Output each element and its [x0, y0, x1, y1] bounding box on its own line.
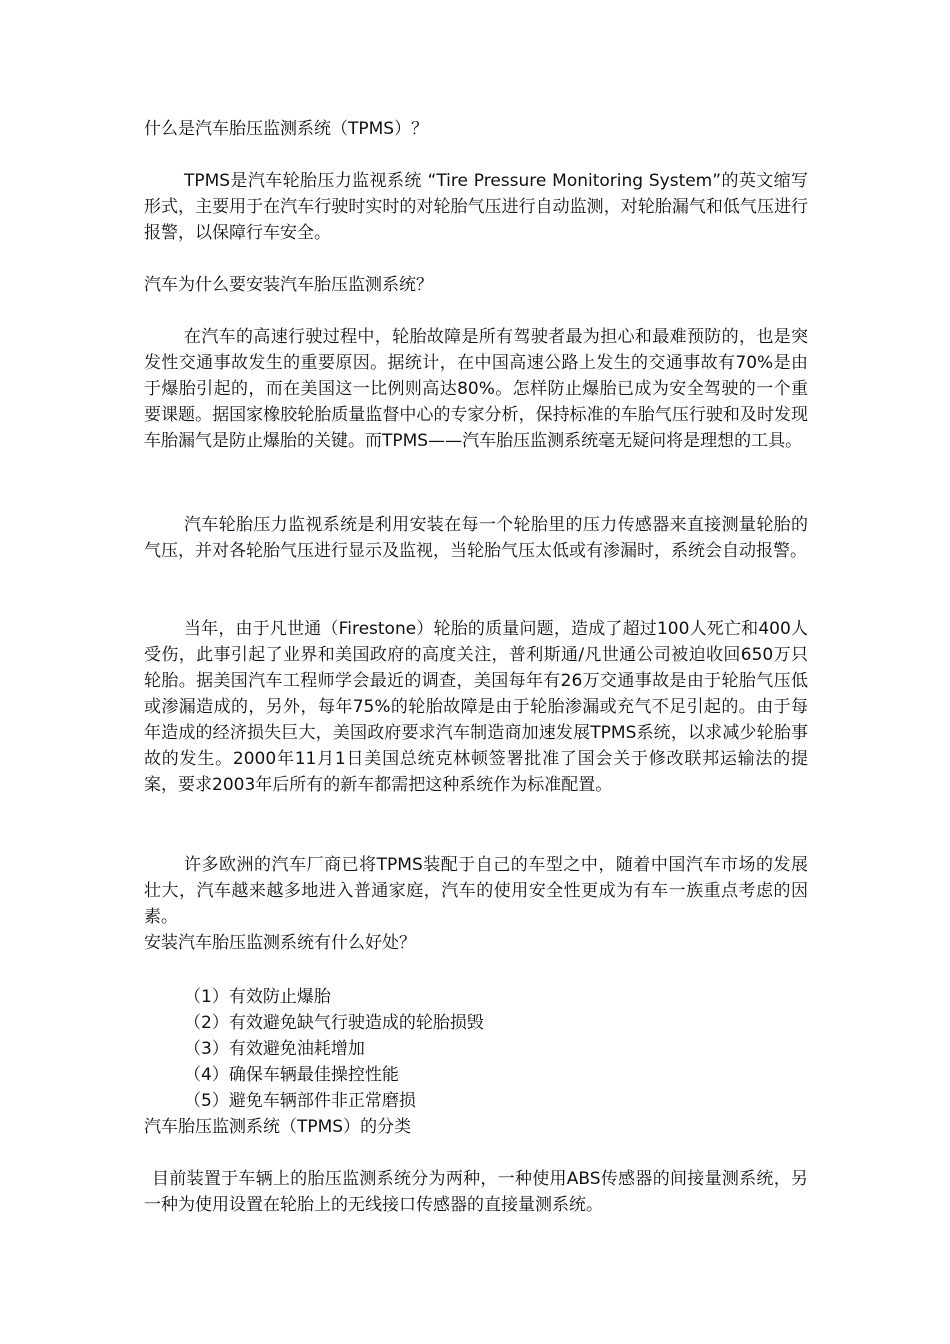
- heading-classification: 汽车胎压监测系统（TPMS）的分类: [144, 1117, 412, 1137]
- list-item: （2）有效避免缺气行驶造成的轮胎损毁: [184, 1013, 484, 1033]
- list-item: （5）避免车辆部件非正常磨损: [184, 1091, 416, 1111]
- paragraph-european-adoption: 许多欧洲的汽车厂商已将TPMS装配于自己的车型之中，随着中国汽车市场的发展壮大，汽车越来越多地进入普通家庭，汽车的使用安全性更成为有车一族重点考虑的因素。: [144, 855, 808, 927]
- paragraph-classification: 目前装置于车辆上的胎压监测系统分为两种，一种使用ABS传感器的间接量测系统，另一种为使用设置在轮胎上的无线接口传感器的直接量测系统。: [144, 1169, 808, 1215]
- heading-what-is-tpms: 什么是汽车胎压监测系统（TPMS）？: [144, 119, 429, 139]
- paragraph-system-description: 汽车轮胎压力监视系统是利用安装在每一个轮胎里的压力传感器来直接测量轮胎的气压，并对各轮胎气压进行显示及监视，当轮胎气压太低或有渗漏时，系统会自动报警。: [144, 515, 808, 561]
- heading-why-install: 汽车为什么要安装汽车胎压监测系统？: [144, 275, 433, 295]
- list-item: （3）有效避免油耗增加: [184, 1039, 365, 1059]
- paragraph-tpms-definition: TPMS是汽车轮胎压力监视系统 “Tire Pressure Monitoring System”的英文缩写形式，主要用于在汽车行驶时实时的对轮胎气压进行自动监测，对轮胎漏气和低气压进行报警，以保障行车安全。: [144, 171, 808, 243]
- list-item: （4）确保车辆最佳操控性能: [184, 1065, 399, 1085]
- paragraph-tire-failure-stats: 在汽车的高速行驶过程中，轮胎故障是所有驾驶者最为担心和最难预防的，也是突发性交通事故发生的重要原因。据统计，在中国高速公路上发生的交通事故有70%是由于爆胎引起的，而在美国这一比例则高达80%。怎样防止爆胎已成为安全驾驶的一个重要课题。据国家橡胶轮胎质量监督中心的专家分析，保持标准的车胎气压行驶和及时发现车胎漏气是防止爆胎的关键。而TPMS——汽车胎压监测系统毫无疑问将是理想的工具。: [144, 327, 808, 451]
- paragraph-firestone-history: 当年，由于凡世通（Firestone）轮胎的质量问题，造成了超过100人死亡和400人受伤，此事引起了业界和美国政府的高度关注，普利斯通/凡世通公司被迫收回650万只轮胎。据美国汽车工程师学会最近的调查，美国每年有26万交通事故是由于轮胎气压低或渗漏造成的，另外，每年75%的轮胎故障是由于轮胎渗漏或充气不足引起的。由于每年造成的经济损失巨大，美国政府要求汽车制造商加速发展TPMS系统，以求减少轮胎事故的发生。2000年11月1日美国总统克林顿签署批准了国会关于修改联邦运输法的提案，要求2003年后所有的新车都需把这种系统作为标准配置。: [144, 619, 808, 795]
- benefits-list: [184, 984, 484, 1114]
- heading-benefits: 安装汽车胎压监测系统有什么好处？: [144, 933, 416, 953]
- list-item: （1）有效防止爆胎: [184, 987, 331, 1007]
